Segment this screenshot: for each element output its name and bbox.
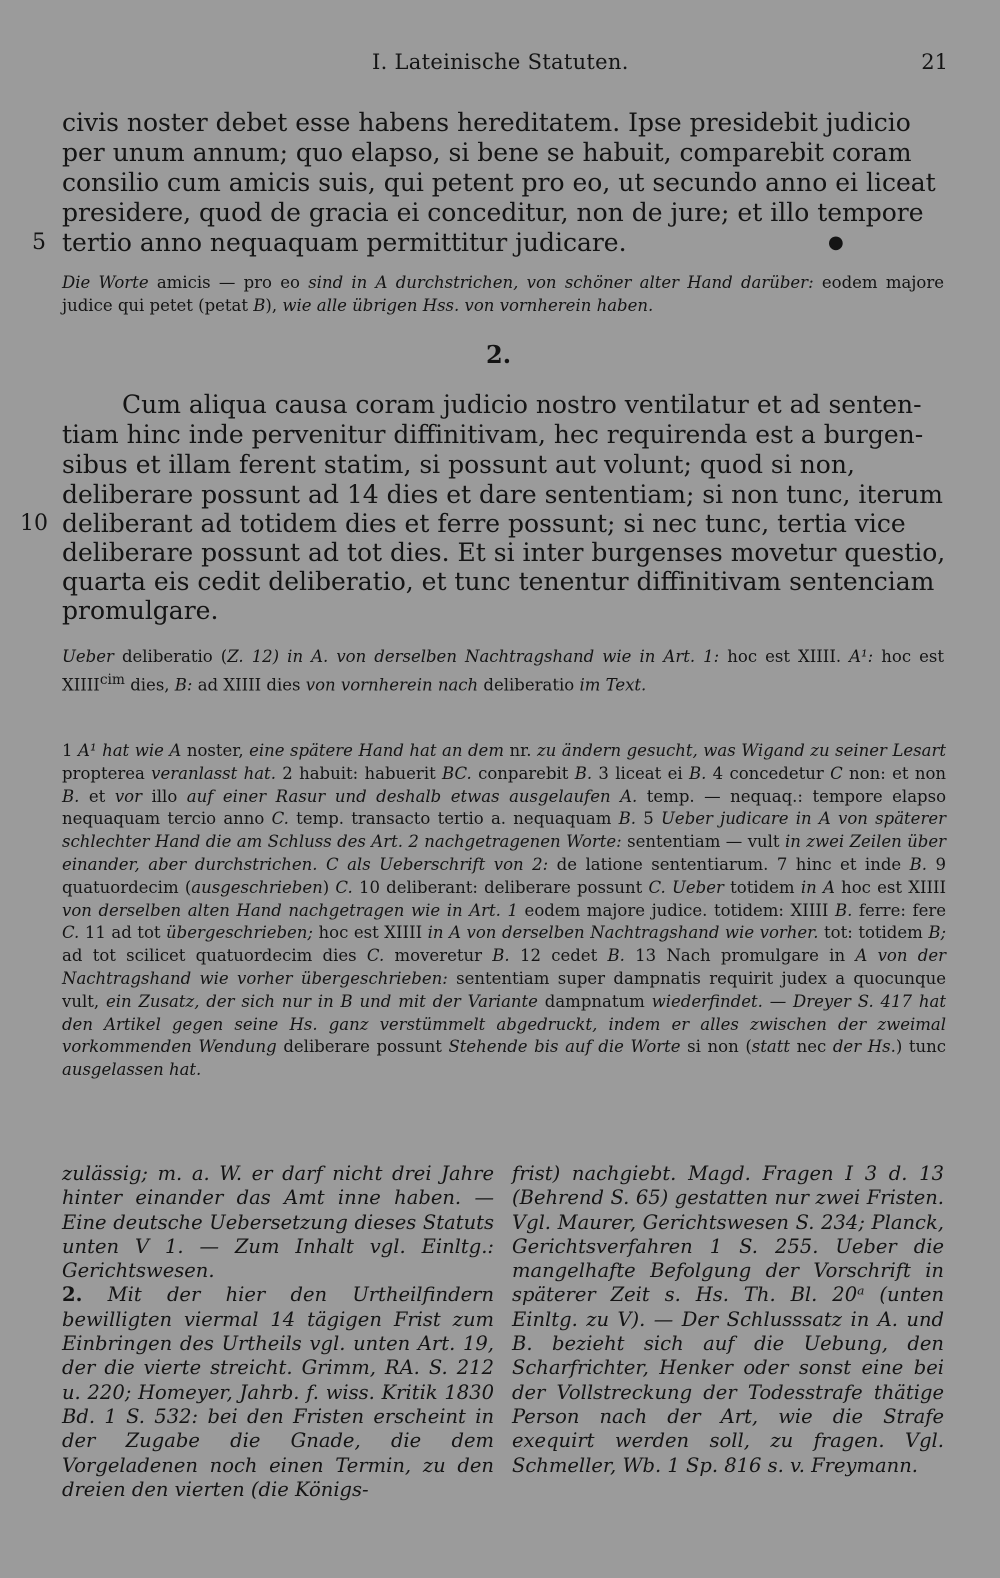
text-line: promulgare. [62,596,219,625]
text-line: presidere, quod de gracia ei conceditur, non de jure; et illo tempore [62,198,924,227]
text-line: tertio anno nequaquam permittitur judicare. [62,228,627,257]
page-header [0,50,1000,80]
text-line: sibus et illam ferent statim, si possunt aut volunt; quod si non, [62,450,855,479]
line-number: 5 [32,230,46,255]
line-number: 10 [20,511,48,536]
text-line: deliberare possunt ad tot dies. Et si inter burgenses movetur questio, [62,538,946,567]
text-line: deliberare possunt ad 14 dies et dare sententiam; si non tunc, iterum [62,480,944,509]
commentary-paragraph: zulässig; m. a. W. er darf nicht drei Jahre hinter einander das Amt inne haben. — Eine deutsche Uebersetzung dieses Statuts unten V 1. — Zum Inhalt vgl. Einltg.: Gerichtswesen. [62,1162,494,1283]
textual-note-1: Die Worte amicis — pro eo sind in A durchstrichen, von schöner alter Hand darüber: eodem majore judice qui petet (petat B), wie alle übrigen Hss. von vornherein haben. [62,273,945,315]
textual-note-2: Ueber deliberatio (Z. 12) in A. von derselben Nachtragshand wie in Art. 1: hoc est XIIII. A¹: hoc est $XIIII^{cim}$ dies, B: ad XIIII dies von vornherein nach deliberatio im Text. [62,647,945,695]
commentary-right-column [512,1162,944,1478]
text-line: Cum aliqua causa coram judicio nostro ventilatur et ad senten- [122,390,922,419]
page-number: 21 [921,50,948,74]
text-line: civis noster debet esse habens hereditatem. Ipse presidebit judicio [62,108,911,137]
text-line: deliberant ad totidem dies et ferre possunt; si nec tunc, tertia vice [62,509,906,538]
ink-mark: ● [828,232,844,253]
running-title: I. Lateinische Statuten. [372,50,629,74]
text-line: consilio cum amicis suis, qui petent pro eo, ut secundo anno ei liceat [62,168,936,197]
commentary-left-column [62,1162,494,1502]
text-line: tiam hinc inde pervenitur diffinitivam, hec requirenda est a burgen- [62,420,924,449]
text-line: quarta eis cedit deliberatio, et tunc tenentur diffinitivam sentenciam [62,567,935,596]
commentary-paragraph: frist) nachgiebt. Magd. Fragen I 3 d. 13 (Behrend S. 65) gestatten nur zwei Fristen. Vgl. Maurer, Gerichtswesen S. 234; Planck, Gerichtsverfahren 1 S. 255. Ueber die mangelhafte Befolgung der Vorschrift in späterer Zeit s. Hs. Th. Bl. 20ᵃ (unten Einltg. zu V). — Der Schlusssatz in A. und B. bezieht sich auf die Uebung, den Scharfrichter, Henker oder sonst eine bei der Vollstreckung der Todesstrafe thätige Person nach der Art, wie die Strafe exequirt werden soll, zu fragen. Vgl. Schmeller, Wb. 1 Sp. 816 s. v. Freymann. [512,1162,944,1477]
text-line: per unum annum; quo elapso, si bene se habuit, comparebit coram [62,138,912,167]
commentary-paragraph: 2. Mit der hier den Urtheilfindern bewilligten viermal 14 tägigen Frist zum Einbringen des Urtheils vgl. unten Art. 19, der die vierte streicht. Grimm, RA. S. 212 u. 220; Homeyer, Jahrb. f. wiss. Kritik 1830 Bd. 1 S. 532: bei den Fristen erscheint in der Zugabe die Gnade, die dem Vorgeladenen noch einen Termin, zu den dreien den vierten (die Königs- [62,1283,494,1501]
section-heading: 2. [486,340,512,369]
apparatus-footnotes: 1 A¹ hat wie A noster, eine spätere Hand hat an dem nr. zu ändern gesucht, was Wigand zu seiner Lesart propterea veranlasst hat. 2 habuit: habuerit BC. conparebit B. 3 liceat ei B. 4 concedetur C non: et non B. et vor illo auf einer Rasur und deshalb etwas ausgelaufen A. temp. — nequaq.: tempore elapso nequaquam tercio anno C. temp. transacto tertio a. nequaquam B. 5 Ueber judicare in A von späterer schlechter Hand die am Schluss des Art. 2 nachgetragenen Worte: sententiam — vult in zwei Zeilen über einander, aber durchstrichen. C als Ueberschrift von 2: de latione sententiarum. 7 hinc et inde B. 9 quatuordecim (ausgeschrieben) C. 10 deliberant: deliberare possunt C. Ueber totidem in A hoc est XIIII von derselben alten Hand nachgetragen wie in Art. 1 eodem majore judice. totidem: XIIII B. ferre: fere C. 11 ad tot übergeschrieben; hoc est XIIII in A von derselben Nachtragshand wie vorher. tot: totidem B; ad tot scilicet quatuordecim dies C. moveretur B. 12 cedet B. 13 Nach promulgare in A von der Nachtragshand wie vorher übergeschrieben: sententiam super dampnatis requirit judex a quocunque vult, ein Zusatz, der sich nur in B und mit der Variante dampnatum wiederfindet. — Dreyer S. 417 hat den Artikel gegen seine Hs. ganz verstümmelt abgedruckt, indem er alles zwischen der zweimal vorkommenden Wendung deliberare possunt Stehende bis auf die Worte si non (statt nec der Hs.) tunc ausgelassen hat. [62,741,947,1080]
